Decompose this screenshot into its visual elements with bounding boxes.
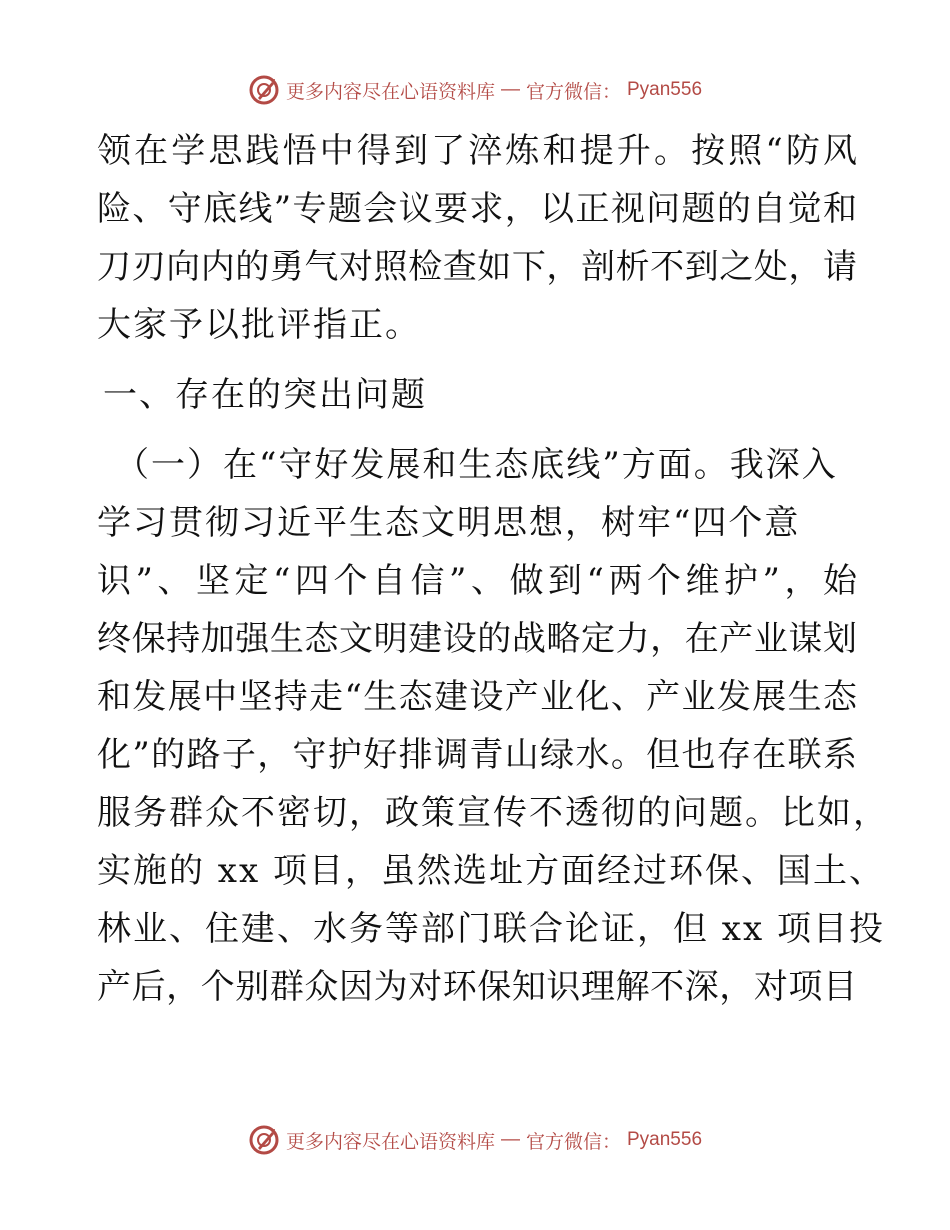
subsection-line: （一）在“守好发展和生态底线”方面。我深入 bbox=[115, 445, 838, 485]
subsection-line: 服务群众不密切，政策宣传不透彻的问题。比如， bbox=[97, 793, 889, 833]
banner-separator: — bbox=[500, 1129, 520, 1150]
header-banner bbox=[0, 73, 950, 107]
subsection-line: 产后，个别群众因为对环保知识理解不深，对项目 bbox=[97, 967, 857, 1007]
banner-brand-text: 更多内容尽在心语资料库 bbox=[285, 1130, 495, 1153]
subsection-line: 林业、住建、水务等部门联合论证，但 xx 项目投 bbox=[97, 909, 885, 949]
intro-line: 领在学思践悟中得到了淬炼和提升。按照“防风 bbox=[97, 131, 857, 171]
intro-line: 大家予以批评指正。 bbox=[97, 305, 421, 345]
section-heading: 一、存在的突出问题 bbox=[103, 375, 427, 415]
document-body bbox=[97, 122, 889, 1016]
banner-wechat-id: Pyan556 bbox=[627, 1129, 703, 1150]
subsection-line: 终保持加强生态文明建设的战略定力，在产业谋划 bbox=[97, 619, 857, 659]
intro-line: 险、守底线”专题会议要求，以正视问题的自觉和 bbox=[97, 189, 857, 229]
banner-brand-text: 更多内容尽在心语资料库 bbox=[285, 80, 495, 103]
brand-logo-icon bbox=[248, 74, 280, 106]
subsection-line: 实施的 xx 项目，虽然选址方面经过环保、国土、 bbox=[97, 851, 885, 891]
subsection-line: 识”、坚定“四个自信”、做到“两个维护”，始 bbox=[97, 561, 857, 601]
banner-wechat-id: Pyan556 bbox=[627, 79, 703, 100]
banner-official-label: 官方微信： bbox=[525, 1130, 621, 1153]
subsection-line: 和发展中坚持走“生态建设产业化、产业发展生态 bbox=[97, 677, 857, 717]
banner-separator: — bbox=[500, 79, 520, 100]
subsection-line: 化”的路子，守护好排调青山绿水。但也存在联系 bbox=[97, 735, 857, 775]
subsection-line: 学习贯彻习近平生态文明思想，树牢“四个意 bbox=[97, 503, 801, 543]
intro-line: 刀刃向内的勇气对照检查如下，剖析不到之处，请 bbox=[97, 247, 857, 287]
brand-logo-icon bbox=[248, 1124, 280, 1156]
banner-official-label: 官方微信： bbox=[525, 80, 621, 103]
footer-banner bbox=[0, 1123, 950, 1157]
